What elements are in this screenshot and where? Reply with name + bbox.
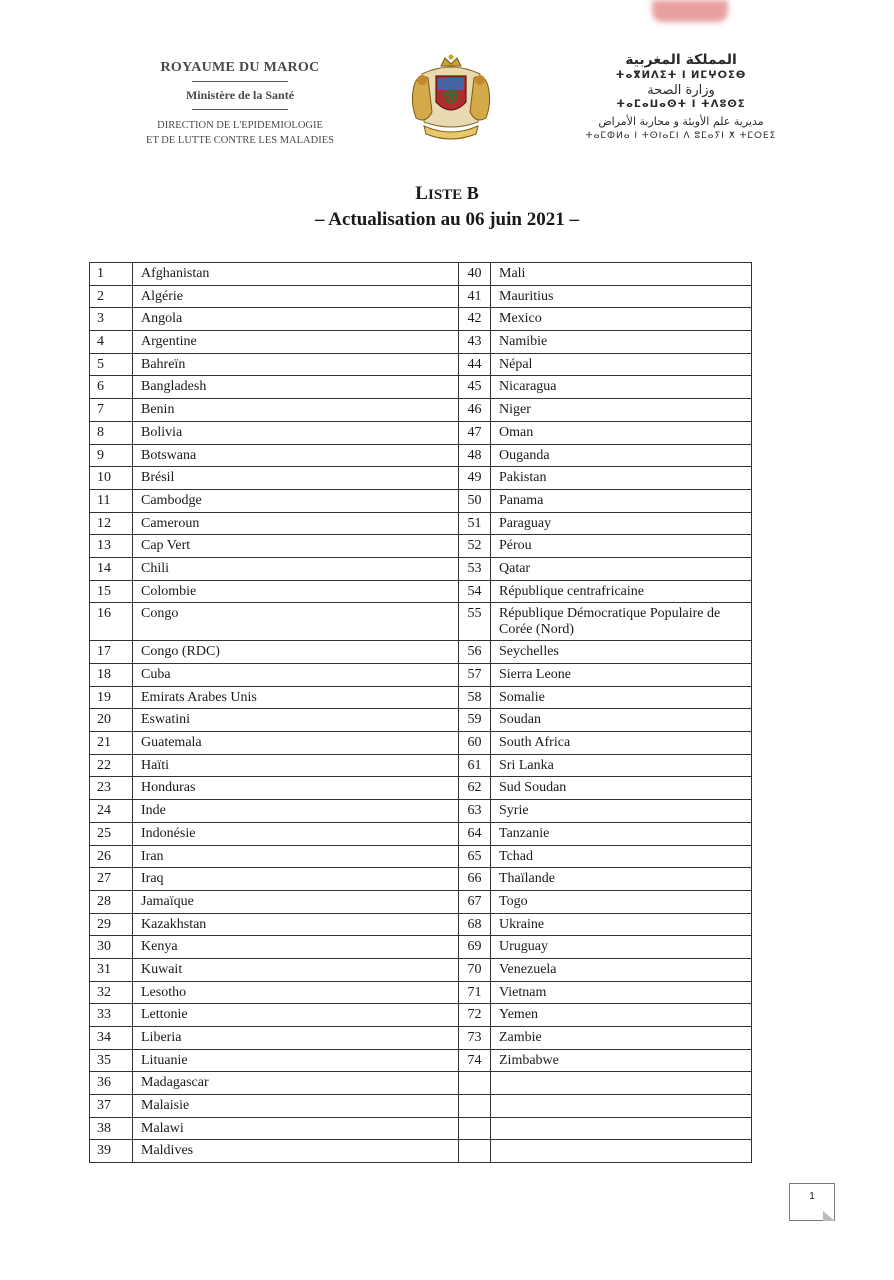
row-number: 29 <box>90 913 133 936</box>
row-number: 33 <box>90 1004 133 1027</box>
row-number: 32 <box>90 981 133 1004</box>
table-row <box>90 709 752 732</box>
table-row <box>90 263 752 286</box>
row-number <box>459 1095 491 1118</box>
row-number <box>459 1117 491 1140</box>
country-name: Benin <box>133 399 459 422</box>
row-number: 36 <box>90 1072 133 1095</box>
country-name: Brésil <box>133 467 459 490</box>
country-name: Oman <box>491 421 752 444</box>
list-title-initial: L <box>415 183 428 204</box>
country-name: Thaïlande <box>491 868 752 891</box>
table-row <box>90 686 752 709</box>
country-name: Bahreïn <box>133 353 459 376</box>
table-row <box>90 822 752 845</box>
table-row <box>90 664 752 687</box>
row-number: 73 <box>459 1027 491 1050</box>
country-name: Iran <box>133 845 459 868</box>
table-row <box>90 958 752 981</box>
country-name: Paraguay <box>491 512 752 535</box>
row-number: 6 <box>90 376 133 399</box>
row-number: 1 <box>90 263 133 286</box>
row-number: 54 <box>459 580 491 603</box>
row-number: 55 <box>459 603 491 641</box>
table-row <box>90 399 752 422</box>
country-name: Argentine <box>133 331 459 354</box>
country-name: Mali <box>491 263 752 286</box>
country-name: Qatar <box>491 557 752 580</box>
row-number: 28 <box>90 890 133 913</box>
country-name: Lesotho <box>133 981 459 1004</box>
country-name: Namibie <box>491 331 752 354</box>
ministry-name: Ministère de la Santé <box>185 88 295 102</box>
country-name: Liberia <box>133 1027 459 1050</box>
country-name: Afghanistan <box>133 263 459 286</box>
row-number: 70 <box>459 958 491 981</box>
table-row <box>90 467 752 490</box>
row-number: 67 <box>459 890 491 913</box>
country-name: Botswana <box>133 444 459 467</box>
country-name: Cambodge <box>133 489 459 512</box>
table-row <box>90 1095 752 1118</box>
country-name: Zambie <box>491 1027 752 1050</box>
country-name: Mexico <box>491 308 752 331</box>
row-number: 24 <box>90 800 133 823</box>
country-name: Togo <box>491 890 752 913</box>
country-name: Soudan <box>491 709 752 732</box>
row-number: 56 <box>459 641 491 664</box>
country-name: Tchad <box>491 845 752 868</box>
country-name: Jamaïque <box>133 890 459 913</box>
country-name: Ukraine <box>491 913 752 936</box>
table-row <box>90 308 752 331</box>
row-number <box>459 1140 491 1163</box>
country-name: Sud Soudan <box>491 777 752 800</box>
row-number: 72 <box>459 1004 491 1027</box>
row-number: 51 <box>459 512 491 535</box>
country-name: Inde <box>133 800 459 823</box>
row-number: 13 <box>90 535 133 558</box>
kingdom-name: ROYAUME DU MAROC <box>160 60 320 75</box>
table-row <box>90 376 752 399</box>
country-name: Haïti <box>133 754 459 777</box>
country-name: Maldives <box>133 1140 459 1163</box>
table-row <box>90 444 752 467</box>
country-name <box>491 1117 752 1140</box>
row-number: 62 <box>459 777 491 800</box>
country-name: Pakistan <box>491 467 752 490</box>
country-name: Chili <box>133 557 459 580</box>
header-left <box>100 60 380 148</box>
list-title-smallcaps: ISTE <box>427 187 463 203</box>
table-row <box>90 800 752 823</box>
row-number: 3 <box>90 308 133 331</box>
country-name: Malawi <box>133 1117 459 1140</box>
table-row <box>90 535 752 558</box>
table-row <box>90 1004 752 1027</box>
list-title <box>0 183 894 205</box>
table-row <box>90 913 752 936</box>
row-number: 65 <box>459 845 491 868</box>
country-name: Iraq <box>133 868 459 891</box>
table-row <box>90 421 752 444</box>
country-name: Vietnam <box>491 981 752 1004</box>
row-number: 39 <box>90 1140 133 1163</box>
country-name: Colombie <box>133 580 459 603</box>
country-name: Bolivia <box>133 421 459 444</box>
country-name: Sierra Leone <box>491 664 752 687</box>
country-name: Malaisie <box>133 1095 459 1118</box>
row-number: 40 <box>459 263 491 286</box>
tifinagh-kingdom: ⵜⴰⴳⵍⴷⵉⵜ ⵏ ⵍⵎⵖⵔⵉⴱ <box>615 70 747 81</box>
table-row <box>90 1072 752 1095</box>
country-name: Madagascar <box>133 1072 459 1095</box>
page-number-box <box>789 1183 835 1221</box>
row-number: 68 <box>459 913 491 936</box>
country-name: Mauritius <box>491 285 752 308</box>
country-name: Ouganda <box>491 444 752 467</box>
row-number: 31 <box>90 958 133 981</box>
country-name: Eswatini <box>133 709 459 732</box>
country-name: République Démocratique Populaire de Corée (Nord) <box>491 603 752 641</box>
row-number: 44 <box>459 353 491 376</box>
country-name: Yemen <box>491 1004 752 1027</box>
row-number: 50 <box>459 489 491 512</box>
country-name: Nicaragua <box>491 376 752 399</box>
country-name: Angola <box>133 308 459 331</box>
row-number: 2 <box>90 285 133 308</box>
header-divider <box>192 81 288 82</box>
row-number <box>459 1072 491 1095</box>
row-number: 41 <box>459 285 491 308</box>
country-name: Somalie <box>491 686 752 709</box>
country-name: Honduras <box>133 777 459 800</box>
table-row <box>90 489 752 512</box>
update-date: – Actualisation au 06 juin 2021 – <box>315 209 579 230</box>
table-row <box>90 512 752 535</box>
country-name: République centrafricaine <box>491 580 752 603</box>
row-number: 9 <box>90 444 133 467</box>
table-row <box>90 641 752 664</box>
country-name: Bangladesh <box>133 376 459 399</box>
table-row <box>90 285 752 308</box>
row-number: 26 <box>90 845 133 868</box>
row-number: 37 <box>90 1095 133 1118</box>
row-number: 19 <box>90 686 133 709</box>
row-number: 15 <box>90 580 133 603</box>
page-number: 1 <box>809 1191 815 1202</box>
country-name: Kuwait <box>133 958 459 981</box>
row-number: 63 <box>459 800 491 823</box>
country-name: Uruguay <box>491 936 752 959</box>
row-number: 20 <box>90 709 133 732</box>
arabic-ministry: وزارة الصحة <box>647 83 715 98</box>
direction-line-2: ET DE LUTTE CONTRE LES MALADIES <box>146 135 334 146</box>
page-fold-icon <box>823 1211 835 1221</box>
table-row <box>90 936 752 959</box>
table-row <box>90 732 752 755</box>
row-number: 30 <box>90 936 133 959</box>
row-number: 11 <box>90 489 133 512</box>
row-number: 18 <box>90 664 133 687</box>
country-name <box>491 1072 752 1095</box>
country-list-table <box>89 262 752 1163</box>
country-name: Népal <box>491 353 752 376</box>
table-row <box>90 845 752 868</box>
country-name: Syrie <box>491 800 752 823</box>
country-name: Niger <box>491 399 752 422</box>
country-name: Algérie <box>133 285 459 308</box>
row-number: 60 <box>459 732 491 755</box>
row-number: 61 <box>459 754 491 777</box>
table-row <box>90 981 752 1004</box>
row-number: 4 <box>90 331 133 354</box>
country-name: Tanzanie <box>491 822 752 845</box>
country-name: Kazakhstan <box>133 913 459 936</box>
document-title <box>0 183 894 231</box>
row-number: 35 <box>90 1049 133 1072</box>
red-ink-smudge <box>652 0 728 22</box>
row-number: 42 <box>459 308 491 331</box>
row-number: 48 <box>459 444 491 467</box>
row-number: 74 <box>459 1049 491 1072</box>
country-name: South Africa <box>491 732 752 755</box>
country-name <box>491 1095 752 1118</box>
row-number: 66 <box>459 868 491 891</box>
table-row <box>90 1117 752 1140</box>
table-row <box>90 754 752 777</box>
country-name: Venezuela <box>491 958 752 981</box>
row-number: 38 <box>90 1117 133 1140</box>
table-row <box>90 353 752 376</box>
row-number: 52 <box>459 535 491 558</box>
header-right <box>574 52 788 141</box>
row-number: 27 <box>90 868 133 891</box>
row-number: 58 <box>459 686 491 709</box>
country-name: Emirats Arabes Unis <box>133 686 459 709</box>
table-row <box>90 1027 752 1050</box>
country-name: Cuba <box>133 664 459 687</box>
country-name: Zimbabwe <box>491 1049 752 1072</box>
row-number: 25 <box>90 822 133 845</box>
row-number: 69 <box>459 936 491 959</box>
row-number: 34 <box>90 1027 133 1050</box>
arabic-direction: مديرية علم الأوبئة و محاربة الأمراض <box>598 115 764 128</box>
country-name: Panama <box>491 489 752 512</box>
row-number: 46 <box>459 399 491 422</box>
row-number: 17 <box>90 641 133 664</box>
country-name: Cameroun <box>133 512 459 535</box>
row-number: 57 <box>459 664 491 687</box>
table-row <box>90 603 752 641</box>
row-number: 53 <box>459 557 491 580</box>
table-row <box>90 1140 752 1163</box>
arabic-kingdom: المملكة المغربية <box>625 52 737 68</box>
country-name: Congo (RDC) <box>133 641 459 664</box>
row-number: 71 <box>459 981 491 1004</box>
table-row <box>90 890 752 913</box>
country-name: Lettonie <box>133 1004 459 1027</box>
row-number: 12 <box>90 512 133 535</box>
row-number: 47 <box>459 421 491 444</box>
country-name: Indonésie <box>133 822 459 845</box>
row-number: 43 <box>459 331 491 354</box>
country-name: Lituanie <box>133 1049 459 1072</box>
row-number: 10 <box>90 467 133 490</box>
royal-coat-of-arms-icon <box>408 52 494 142</box>
tifinagh-direction: ⵜⴰⵎⵀⵍⴰ ⵏ ⵜⵙⵏⴰⵎⵏ ⴷ ⵓⵎⴰⵢⵏ ⵅ ⵜⵎⵔⴹⵉ <box>585 131 777 141</box>
table-row <box>90 557 752 580</box>
row-number: 45 <box>459 376 491 399</box>
country-name: Guatemala <box>133 732 459 755</box>
country-name: Cap Vert <box>133 535 459 558</box>
table-row <box>90 1049 752 1072</box>
row-number: 59 <box>459 709 491 732</box>
row-number: 64 <box>459 822 491 845</box>
row-number: 5 <box>90 353 133 376</box>
row-number: 22 <box>90 754 133 777</box>
country-name: Sri Lanka <box>491 754 752 777</box>
header-divider <box>192 109 288 110</box>
row-number: 23 <box>90 777 133 800</box>
row-number: 8 <box>90 421 133 444</box>
row-number: 49 <box>459 467 491 490</box>
list-title-letter: B <box>466 183 479 203</box>
row-number: 16 <box>90 603 133 641</box>
country-name: Kenya <box>133 936 459 959</box>
table-row <box>90 777 752 800</box>
country-name: Congo <box>133 603 459 641</box>
direction-line-1: DIRECTION DE L'EPIDEMIOLOGIE <box>157 120 323 131</box>
row-number: 21 <box>90 732 133 755</box>
table-row <box>90 331 752 354</box>
country-name <box>491 1140 752 1163</box>
tifinagh-ministry: ⵜⴰⵎⴰⵡⴰⵙⵜ ⵏ ⵜⴷⵓⵙⵉ <box>616 99 746 110</box>
country-name: Seychelles <box>491 641 752 664</box>
table-row <box>90 868 752 891</box>
table-row <box>90 580 752 603</box>
row-number: 7 <box>90 399 133 422</box>
country-name: Pérou <box>491 535 752 558</box>
row-number: 14 <box>90 557 133 580</box>
